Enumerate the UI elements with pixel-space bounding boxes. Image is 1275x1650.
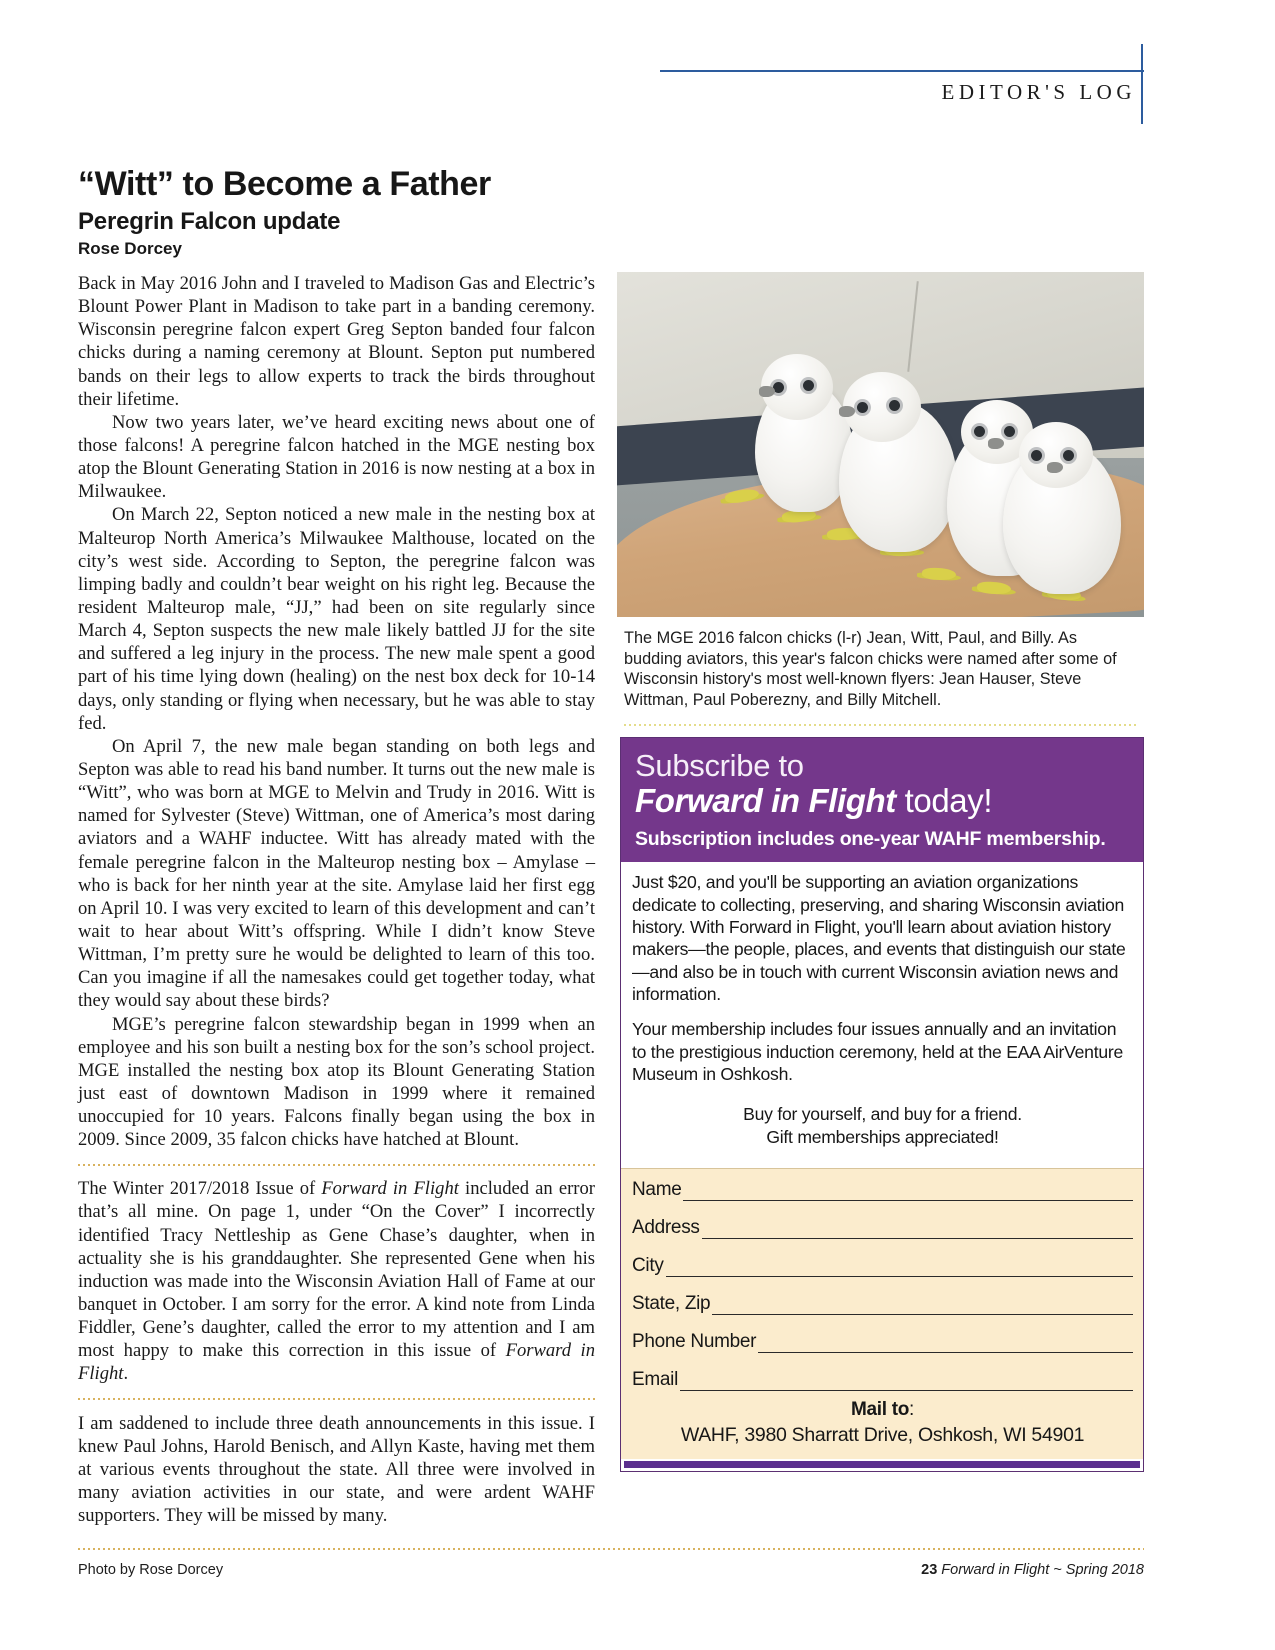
form-field-state-zip[interactable] — [632, 1293, 1133, 1315]
publication-info: Forward in Flight ~ Spring 2018 — [937, 1562, 1144, 1578]
falcon-chick-jean — [755, 382, 853, 512]
page-number: 23 — [921, 1562, 938, 1578]
subscription-form — [621, 1168, 1143, 1459]
chick-eye — [857, 402, 868, 413]
article-byline: Rose Dorcey — [78, 239, 182, 259]
ad-call-to-action — [632, 1103, 1133, 1148]
correction-publication-title-2: Forward in Flight — [78, 1340, 595, 1385]
chick-foot — [922, 567, 956, 580]
article-paragraph: Now two years later, we’ve heard exciting news about one of those falcons! A peregrine falcon hatched in the MGE nesting box atop the Blount Generating Station in 2016 is now nesting at a box in Milwaukee. — [78, 411, 595, 503]
section-divider — [78, 1163, 595, 1166]
chick-head — [1019, 422, 1093, 488]
correction-text-b: included an error that’s all mine. On page 1, under “On the Cover” I incorrectly identified Tracy Nettleship as Gene Chase’s daughter, when in actuality she is his granddaughter. She represented Gene when his induction was made into the Wisconsin Aviation Hall of Fame at our banquet in October. I am sorry for the error. A kind note from Linda Fiddler, Gene’s daughter, called the error to my attention and I am most happy to make this correction in this issue of — [78, 1178, 595, 1362]
chick-head — [761, 354, 833, 420]
field-label-email: Email — [632, 1369, 679, 1391]
chick-eye — [1004, 426, 1015, 437]
ad-bottom-bar — [624, 1461, 1140, 1468]
mail-to-address: WAHF, 3980 Sharratt Drive, Oshkosh, WI 54901 — [680, 1424, 1085, 1447]
address-input[interactable] — [702, 1223, 1133, 1239]
footer-divider — [78, 1548, 1144, 1550]
article-paragraph: On April 7, the new male began standing on both legs and Septon was able to read his band number. It turns out the new male is “Witt”, who was born at MGE to Melvin and Trudy in 2016. Witt is named for Sylvester (Steve) Wittman, one of America’s most daring aviators and a WAHF inductee. Witt has already mated with the female peregrine falcon in the Malteurop nesting box – Amylase – who is back for her ninth year at the site. Amylase laid her first egg on April 10. I was very excited to learn of this development and can’t wait to hear about Witt’s offspring. While I didn’t know Steve Wittman, I’m pretty sure he would be delighted to learn of this too. Can you imagine if all the namesakes could get together today, what they would say about these birds? — [78, 735, 595, 1012]
mail-to-colon: : — [909, 1399, 915, 1421]
ad-paragraph-2: Your membership includes four issues annually and an invitation to the prestigious induction ceremony, held at the EAA AirVenture Museum in Oshkosh. — [632, 1019, 1124, 1085]
field-label-state-zip: State, Zip — [632, 1293, 711, 1315]
falcon-chick-billy — [1003, 444, 1121, 594]
chick-beak — [759, 386, 775, 397]
obituary-paragraph: I am saddened to include three death announcements in this issue. I knew Paul Johns, Harold Benisch, and Allyn Kaste, having met them at various events throughout the state. All three were involved in many aviation activities in our state, and were ardent WAHF supporters. They will be missed by many. — [78, 1412, 595, 1527]
chick-beak — [988, 438, 1004, 449]
state-zip-input[interactable] — [712, 1299, 1133, 1315]
correction-publication-title: Forward in Flight — [321, 1178, 459, 1200]
sidebar-column — [617, 272, 1144, 1472]
falcon-chick-witt — [839, 402, 957, 552]
phone-input[interactable] — [758, 1337, 1133, 1353]
ad-paragraph-1: Just $20, and you'll be supporting an aviation organizations dedicate to collecting, preserving, and sharing Wisconsin aviation history. With Forward in Flight, you'll learn about aviation history makers—the people, places, and events that distinguish our state—and also be in touch with current Wisconsin aviation news and information. — [632, 872, 1126, 1005]
chick-eye — [1031, 450, 1042, 461]
form-field-email[interactable] — [632, 1369, 1133, 1391]
masthead-horizontal-rule — [660, 70, 1144, 72]
section-divider — [78, 1398, 595, 1401]
ad-cta-line1: Buy for yourself, and buy for a friend. — [743, 1104, 1022, 1125]
section-masthead — [660, 44, 1150, 124]
falcon-chicks-photo — [617, 272, 1144, 617]
photo-caption: The MGE 2016 falcon chicks (l-r) Jean, Witt, Paul, and Billy. As budding aviators, this year's falcon chicks were named after some of Wisconsin history's most well-known flyers: Jean Hauser, Steve Wittman, Paul Poberezny, and Billy Mitchell. — [624, 629, 1117, 710]
field-label-city: City — [632, 1255, 664, 1277]
chick-eye — [803, 380, 814, 391]
form-field-city[interactable] — [632, 1255, 1133, 1277]
page-footer-info — [921, 1562, 1144, 1578]
chick-head — [843, 372, 921, 442]
ad-subheadline: Subscription includes one-year WAHF membership. — [635, 827, 1106, 850]
ad-publication-title: Forward in Flight — [635, 782, 896, 820]
article-title-block — [78, 166, 598, 260]
page-title: “Witt” to Become a Father — [78, 165, 491, 203]
correction-text-c: . — [123, 1363, 129, 1385]
field-label-name: Name — [632, 1179, 682, 1201]
article-paragraph: Back in May 2016 John and I traveled to Madison Gas and Electric’s Blount Power Plant in Madison to take part in a banding ceremony. Wisconsin peregrine falcon expert Greg Septon banded four falcon chicks during a naming ceremony at Blount. Septon put numbered bands on their legs to allow experts to track the birds throughout their lifetime. — [78, 273, 595, 410]
article-subtitle: Peregrin Falcon update — [78, 207, 341, 235]
photo-credit: Photo by Rose Dorcey — [78, 1562, 224, 1578]
chick-beak — [1047, 462, 1063, 473]
mail-to-heading — [632, 1399, 1133, 1421]
field-label-phone: Phone Number — [632, 1331, 757, 1353]
caption-divider — [624, 724, 1138, 726]
city-input[interactable] — [666, 1261, 1133, 1277]
ad-headline-today: today! — [895, 782, 993, 820]
ad-cta-line2: Gift memberships appreciated! — [766, 1126, 999, 1147]
ad-headline-line1: Subscribe to — [635, 747, 804, 783]
email-input[interactable] — [680, 1375, 1133, 1391]
correction-text-a: The Winter 2017/2018 Issue of — [78, 1178, 322, 1200]
form-field-name[interactable] — [632, 1179, 1133, 1201]
correction-paragraph — [78, 1177, 595, 1385]
name-input[interactable] — [683, 1185, 1133, 1201]
article-paragraph: On March 22, Septon noticed a new male in the nesting box at Malteurop North America’s Milwaukee Malthouse, located on the city’s west side. According to Septon, the peregrine falcon was limping badly and couldn’t bear weight on his right leg. Because the resident Malteurop male, “JJ,” had been on site regularly since March 4, Septon suspects the new male likely battled JJ for the site and suffered a leg injury in the process. The new male spent a good part of his time lying down (healing) on the nest box deck for 10-14 days, only standing or flying when necessary, but he was able to stay fed. — [78, 504, 595, 734]
form-field-address[interactable] — [632, 1217, 1133, 1239]
ad-headline-line2 — [635, 783, 1129, 819]
article-paragraph: MGE’s peregrine falcon stewardship began in 1999 when an employee and his son built a nesting box for the son’s school project. MGE installed the nesting box atop its Blount Generating Station just east of downtown Madison in 1999 where it remained unoccupied for 10 years. Falcons finally began using the box in 2009. Since 2009, 35 falcon chicks have hatched at Blount. — [78, 1013, 595, 1151]
mail-to-label: Mail to — [850, 1399, 910, 1421]
chick-beak — [839, 406, 855, 417]
ad-header — [621, 738, 1143, 863]
ad-body — [621, 862, 1143, 1168]
article-body-column — [78, 272, 595, 1527]
subscription-ad — [620, 737, 1144, 1472]
section-title: EDITOR'S LOG — [941, 80, 1136, 104]
chick-eye — [974, 426, 985, 437]
form-field-phone[interactable] — [632, 1331, 1133, 1353]
chick-eye — [1063, 450, 1074, 461]
field-label-address: Address — [632, 1217, 700, 1239]
masthead-vertical-rule — [1141, 44, 1143, 124]
chick-eye — [889, 400, 900, 411]
